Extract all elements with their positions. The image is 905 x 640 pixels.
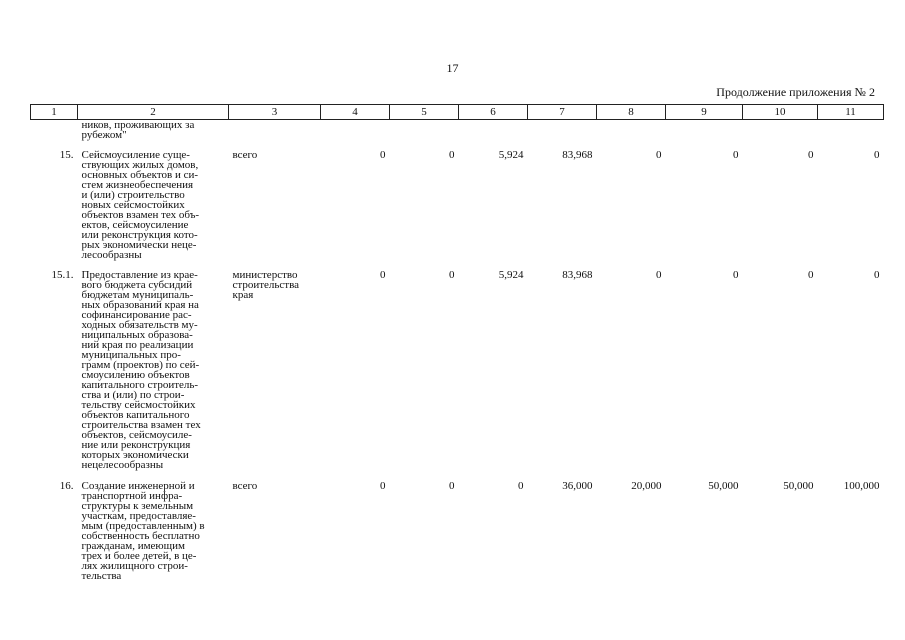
row-name: Сейсмоусиление суще- ствующих жилых домов, основных объектов и си- стем жизнеобеспечения и (или) строительство новых сейсмостойких объектов взамен тех объ- ектов, сейсмоусиление или реконструкция кото- рых экономически неце- лесообразны — [81, 149, 200, 261]
value-cell: 83,968 — [562, 149, 593, 161]
value-cell: 0 — [449, 480, 455, 492]
header-row — [31, 105, 884, 120]
row-number: 16. — [59, 480, 74, 492]
value-cell: 0 — [808, 149, 814, 161]
value-cell: 0 — [656, 269, 662, 281]
value-cell: 20,000 — [631, 480, 662, 492]
value-cell: 0 — [380, 269, 386, 281]
row-executor: всего — [232, 480, 258, 492]
value-cell: 0 — [874, 269, 880, 281]
col-header-1: 1 — [31, 105, 78, 120]
value-cell: 5,924 — [498, 149, 524, 161]
row-name: Предоставление из крае- вого бюджета субсидий бюджетам муниципаль- ных образований края на софинансирование рас- ходных обязательств му- ниципальных образова- ний края по реализации муниципальных про- грамм (проектов) по сей- смоусилению объектов капитального строитель- ства и (или) по строи- тельству сейсмостойких объектов капитального строительства взамен тех объектов, сейсмоусиле- ние или реконструкция которых экономически нецелесообразны — [81, 269, 201, 471]
row-number: 15. — [59, 149, 74, 161]
row-name: Создание инженерной и транспортной инфра- структуры к земельным участкам, предоставляе- мым (предоставленным) в собственность бесплатно гражданам, имеющим трех и более детей, в це- лях жилищного строи- тельства — [81, 480, 205, 582]
row-executor: всего — [232, 149, 258, 161]
value-cell: 50,000 — [783, 480, 814, 492]
page-number: 17 — [446, 61, 459, 75]
value-cell: 83,968 — [562, 269, 593, 281]
value-cell: 0 — [449, 149, 455, 161]
col-header-9: 9 — [666, 105, 743, 120]
value-cell: 0 — [808, 269, 814, 281]
col-header-10: 10 — [743, 105, 818, 120]
col-header-4: 4 — [321, 105, 390, 120]
col-header-7: 7 — [528, 105, 597, 120]
value-cell: 100,000 — [843, 480, 880, 492]
col-header-8: 8 — [597, 105, 666, 120]
continuation-text: ников, проживающих за рубежом" — [81, 119, 195, 141]
value-cell: 0 — [733, 269, 739, 281]
row-executor: министерство строительства края — [232, 269, 300, 301]
value-cell: 0 — [733, 149, 739, 161]
continuation-row — [31, 120, 884, 141]
table-row — [31, 260, 884, 470]
appendix-continuation-note: Продолжение приложения № 2 — [716, 85, 875, 99]
table-row — [31, 140, 884, 260]
value-cell: 0 — [380, 480, 386, 492]
value-cell: 0 — [518, 480, 524, 492]
budget-table — [30, 104, 884, 581]
value-cell: 5,924 — [498, 269, 524, 281]
col-header-6: 6 — [459, 105, 528, 120]
table-row — [31, 470, 884, 581]
value-cell: 0 — [449, 269, 455, 281]
col-header-11: 11 — [818, 105, 884, 120]
value-cell: 0 — [380, 149, 386, 161]
value-cell: 0 — [874, 149, 880, 161]
value-cell: 50,000 — [708, 480, 739, 492]
row-number: 15.1. — [51, 269, 74, 281]
col-header-3: 3 — [229, 105, 321, 120]
col-header-2: 2 — [78, 105, 229, 120]
col-header-5: 5 — [390, 105, 459, 120]
value-cell: 0 — [656, 149, 662, 161]
value-cell: 36,000 — [562, 480, 593, 492]
